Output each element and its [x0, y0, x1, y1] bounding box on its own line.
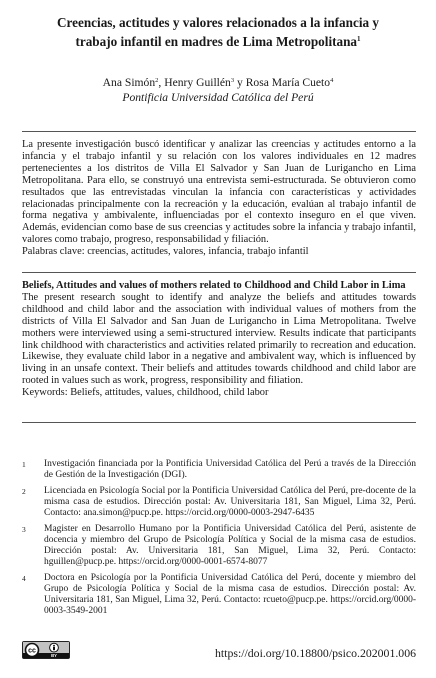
- abstract-english: [22, 280, 416, 399]
- abstract-keywords: Palabras clave: creencias, actitudes, valores, infancia, trabajo infantil: [22, 246, 309, 258]
- creative-commons-by-icon[interactable]: [22, 641, 70, 659]
- abstract-heading: Beliefs, Attitudes and values of mothers related to Childhood and Child Labor in Lima: [22, 280, 406, 291]
- abstract-body: The present research sought to identify and analyze the beliefs and attitudes towards childhood and child labor and the association with individual values of mothers from the districts of Villa El Salvador and San Juan de Lurigancho in Lima Metropolitana. Twelve mothers were interviewed using a semi-structured interview. Results indicate that participants link childhood with characteristics and activities related primarily to recreation and education. Likewise, they evaluate child labor in a negative and ambivalent way, which is influenced by living in an unsafe context. Their beliefs and attitudes towards childhood and child labor are rooted in values such as work, progress, responsibility and filiation.: [22, 291, 416, 387]
- footnote-number: 1: [22, 460, 26, 469]
- abstract-spanish: [22, 139, 416, 258]
- abstract-keywords: Keywords: Beliefs, attitudes, values, childhood, child labor: [22, 387, 269, 399]
- divider: [22, 131, 416, 132]
- license-cc-text: cc: [28, 647, 36, 655]
- author-affiliation: Pontificia Universidad Católica del Perú: [122, 91, 314, 104]
- footnote-text: Licenciada en Psicología Social por la Pontificia Universidad Católica del Perú, pre-docente de la misma casa de estudios. Dirección postal: Av. Universitaria 181, San Miguel, Lima 32, Perú. Contacto: ana.simon@pucp.pe. https://orcid.org/0000-0003-2947-6435: [44, 486, 416, 518]
- author-footnote-ref: 2: [155, 77, 159, 84]
- footnote-text: Investigación financiada por la Pontificia Universidad Católica del Perú a través de la Dirección de Gestión de la Investigación (DGI).: [44, 459, 416, 480]
- footnote-text: Magister en Desarrollo Humano por la Pontificia Universidad Católica del Perú, asistente de docencia y miembro del Grupo de Psicología Política y Social de la misma casa de estudios. Dirección postal: Av. Universitaria 181, San Miguel, Lima 32, Perú. Contacto: hguillen@pucp.pe. https://orcid.org/0000-0001-6574-8077: [44, 524, 416, 567]
- author-footnote-ref: 4: [330, 77, 334, 84]
- title-line-2: trabajo infantil en madres de Lima Metropolitana: [75, 34, 358, 49]
- footnote-number: 2: [22, 487, 26, 496]
- author-footnote-ref: 3: [230, 77, 235, 84]
- divider: [22, 422, 416, 423]
- footnote-text: Doctora en Psicología por la Pontificia Universidad Católica del Perú, docente y miembro del Grupo de Psicología Política y Social de la misma casa de estudios. Dirección postal: Av. Universitaria 181, San Miguel, Lima 32, Perú. Contacto: rcueto@pucp.pe. https://orcid.org/0000-0003-3549-2001: [44, 573, 416, 616]
- author-separator: y: [234, 76, 246, 89]
- author-name: Henry Guillén: [164, 76, 231, 89]
- divider: [22, 272, 416, 273]
- abstract-body: La presente investigación buscó identificar y analizar las creencias y actitudes entorno a la infancia y el trabajo infantil y su relación con los valores individuales en 12 madres pertenecientes a los distritos de Villa El Salvador y San Juan de Lurigancho en Lima Metropolitana. Para ello, se construyó una entrevista semi-estructurada. Se obtuvieron como resultados que las entrevistadas vinculan la infancia con características y actividades relacionadas principalmente con la recreación y la educación, evalúan al trabajo infantil de forma negativa y ambivalente, influenciadas por el contexto inseguro en el que viven. Además, evidencian como base de sus creencias y actitudes sobre la infancia y trabajo infantil, valores como trabajo, progreso, responsabilidad y filiación.: [22, 139, 416, 246]
- article-title: [20, 14, 416, 50]
- author-name: Ana Simón: [102, 76, 156, 89]
- author-name: Rosa María Cueto: [245, 76, 331, 89]
- license-by-text: BY: [51, 653, 57, 658]
- title-line-1: Creencias, actitudes y valores relacionados a la infancia y: [57, 15, 379, 30]
- doi-link[interactable]: https://doi.org/10.18800/psico.202001.006: [215, 646, 416, 660]
- author-list: [20, 73, 416, 91]
- author-separator: ,: [158, 76, 165, 89]
- license-badge-graphic: [23, 642, 69, 658]
- footnote-number: 3: [22, 525, 26, 534]
- title-footnote-ref: 1: [357, 35, 361, 43]
- footnote-number: 4: [22, 574, 26, 583]
